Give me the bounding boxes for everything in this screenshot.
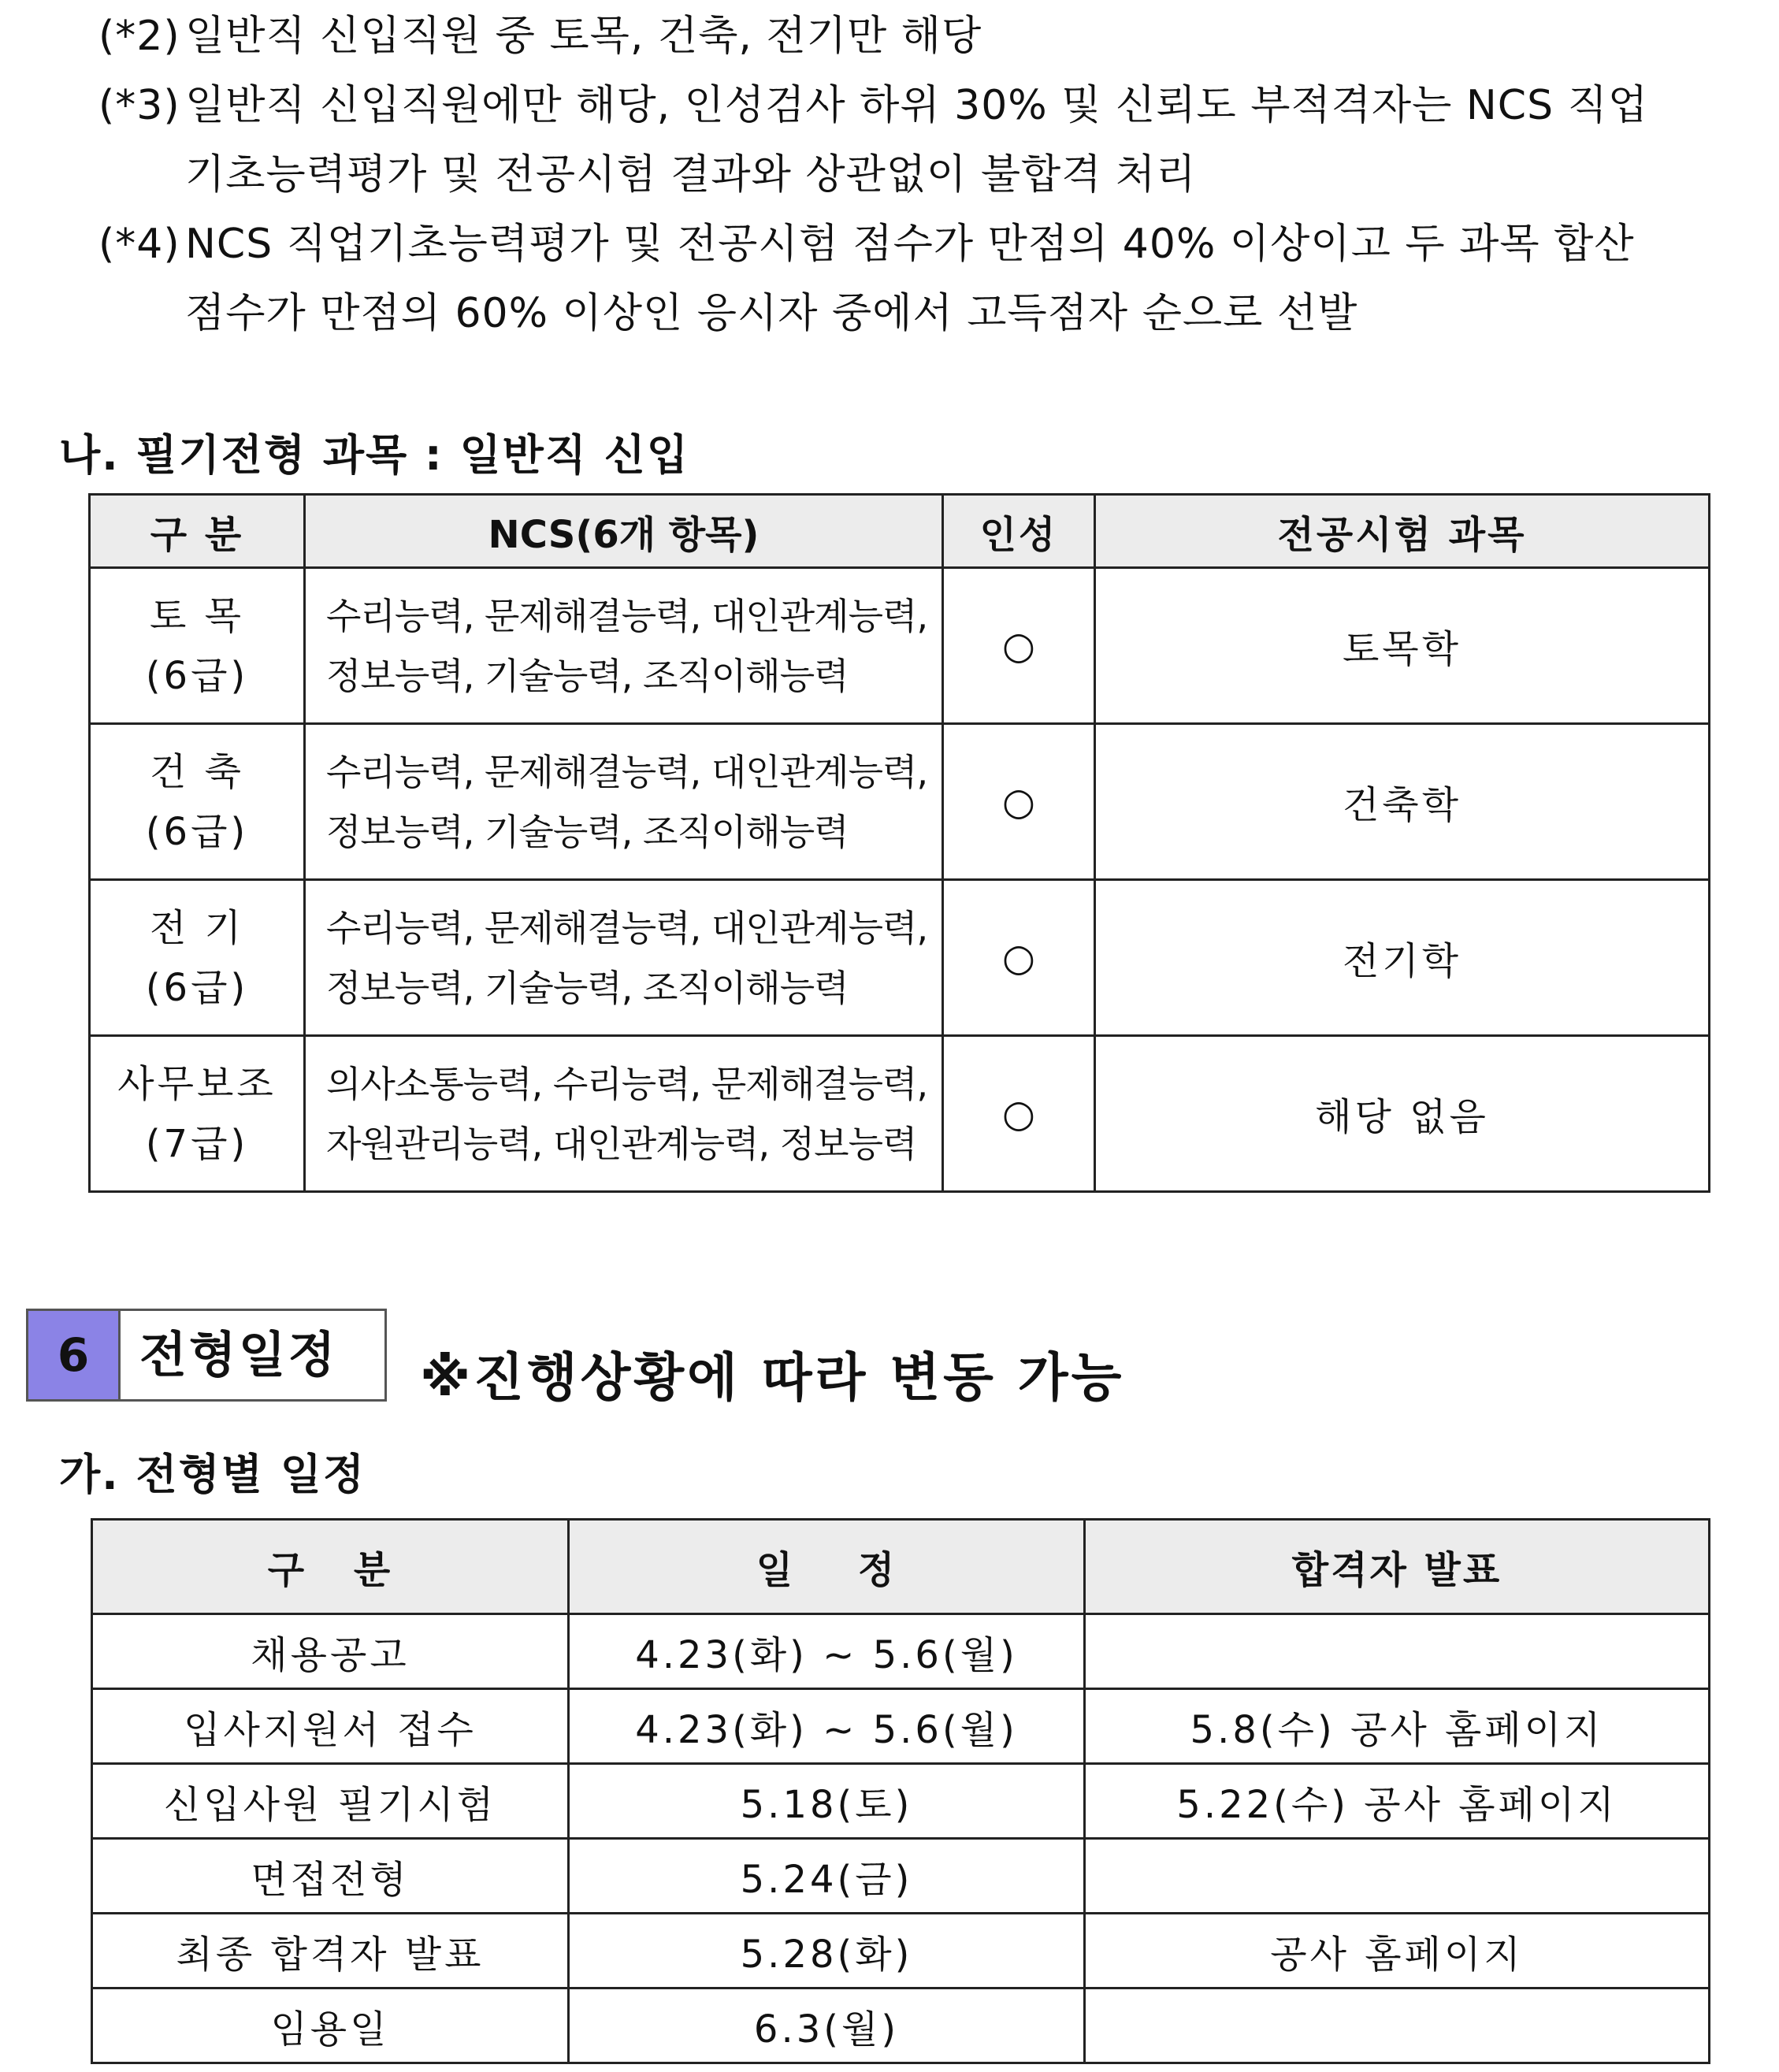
ncs-line: 정보능력, 기술능력, 조직이해능력 [326, 810, 849, 853]
table-row [90, 568, 1710, 724]
note-text-cont: 기초능력평가 및 전공시험 결과와 상관없이 불합격 처리 [185, 151, 1197, 199]
table-row [92, 1988, 1710, 2063]
section-number: 6 [26, 1309, 121, 1402]
ncs-cell [305, 724, 943, 880]
header-insung: 인성 [943, 495, 1095, 568]
header-ncs: NCS(6개 항목) [305, 495, 943, 568]
schedule-name: 최종 합격자 발표 [92, 1914, 569, 1988]
table-row [92, 1764, 1710, 1839]
table-row [90, 724, 1710, 880]
table-row [90, 880, 1710, 1036]
subjects-table [88, 493, 1710, 1193]
note-mark: (*3) [98, 82, 180, 129]
schedule-date: 5.24(금) [569, 1839, 1085, 1914]
category-grade: (6급) [145, 809, 249, 854]
ncs-line: 수리능력, 문제해결능력, 대인관계능력, [326, 906, 928, 949]
category-cell [90, 568, 305, 724]
note-text: NCS 직업기초능력평가 및 전공시험 점수가 만점의 40% 이상이고 두 과목 합산 [185, 221, 1635, 268]
schedule-date: 4.23(화) ~ 5.6(월) [569, 1614, 1085, 1689]
category-grade: (7급) [145, 1121, 249, 1166]
ncs-line: 수리능력, 문제해결능력, 대인관계능력, [326, 750, 928, 793]
schedule-name: 채용공고 [92, 1614, 569, 1689]
schedule-date: 6.3(월) [569, 1988, 1085, 2063]
table-row [92, 1689, 1710, 1764]
category-grade: (6급) [145, 965, 249, 1010]
ncs-cell [305, 568, 943, 724]
note-text: 일반직 신입직원 중 토목, 건축, 전기만 해당 [185, 13, 982, 60]
table-row [92, 1914, 1710, 1988]
note-text: 일반직 신입직원에만 해당, 인성검사 하위 30% 및 신뢰도 부적격자는 NCS 직업 [185, 82, 1649, 129]
schedule-announce: 공사 홈페이지 [1085, 1914, 1710, 1988]
insung-cell: ○ [943, 880, 1095, 1036]
section-note: ※진행상황에 따라 변동 가능 [420, 1347, 1125, 1408]
category-cell [90, 880, 305, 1036]
header-name: 구 분 [92, 1520, 569, 1614]
schedule-name: 임용일 [92, 1988, 569, 2063]
schedule-name: 면접전형 [92, 1839, 569, 1914]
subjects-header-row [90, 495, 1710, 568]
schedule-announce [1085, 1988, 1710, 2063]
schedule-date: 5.28(화) [569, 1914, 1085, 1988]
schedule-announce [1085, 1614, 1710, 1689]
schedule-announce [1085, 1839, 1710, 1914]
table-row [92, 1614, 1710, 1689]
subject-cell: 건축학 [1095, 724, 1710, 880]
note-mark: (*4) [98, 221, 180, 268]
schedule-announce: 5.8(수) 공사 홈페이지 [1085, 1689, 1710, 1764]
note-text-cont: 점수가 만점의 60% 이상인 응시자 중에서 고득점자 순으로 선발 [185, 290, 1358, 337]
schedule-name: 입사지원서 접수 [92, 1689, 569, 1764]
header-announce: 합격자 발표 [1085, 1520, 1710, 1614]
category-grade: (6급) [145, 653, 249, 698]
category-name: 건 축 [150, 749, 244, 794]
insung-cell: ○ [943, 1036, 1095, 1192]
category-cell [90, 1036, 305, 1192]
header-category: 구 분 [90, 495, 305, 568]
schedule-announce: 5.22(수) 공사 홈페이지 [1085, 1764, 1710, 1839]
note-mark: (*2) [98, 13, 180, 60]
schedule-heading: 가. 전형별 일정 [59, 1450, 366, 1499]
insung-cell: ○ [943, 568, 1095, 724]
ncs-cell [305, 880, 943, 1036]
subject-cell: 해당 없음 [1095, 1036, 1710, 1192]
ncs-line: 수리능력, 문제해결능력, 대인관계능력, [326, 594, 928, 637]
schedule-header-row [92, 1520, 1710, 1614]
note-4 [98, 210, 1706, 348]
category-cell [90, 724, 305, 880]
subject-cell: 전기학 [1095, 880, 1710, 1036]
insung-cell: ○ [943, 724, 1095, 880]
ncs-line: 정보능력, 기술능력, 조직이해능력 [326, 654, 849, 697]
category-name: 전 기 [150, 905, 244, 950]
category-name: 사무보조 [117, 1061, 277, 1106]
ncs-cell [305, 1036, 943, 1192]
schedule-name: 신입사원 필기시험 [92, 1764, 569, 1839]
table-row [90, 1036, 1710, 1192]
note-2 [98, 2, 1706, 71]
header-date: 일 정 [569, 1520, 1085, 1614]
schedule-date: 5.18(토) [569, 1764, 1085, 1839]
subjects-heading: 나. 필기전형 과목 : 일반직 신입 [59, 430, 690, 480]
note-3 [98, 71, 1706, 210]
ncs-line: 정보능력, 기술능력, 조직이해능력 [326, 966, 849, 1009]
ncs-line: 의사소통능력, 수리능력, 문제해결능력, [326, 1062, 928, 1105]
schedule-table [91, 1518, 1710, 2064]
table-row [92, 1839, 1710, 1914]
header-subject: 전공시험 과목 [1095, 495, 1710, 568]
schedule-date: 4.23(화) ~ 5.6(월) [569, 1689, 1085, 1764]
section-title: 전형일정 [121, 1309, 387, 1402]
category-name: 토 목 [150, 593, 244, 638]
ncs-line: 자원관리능력, 대인관계능력, 정보능력 [326, 1122, 917, 1165]
subject-cell: 토목학 [1095, 568, 1710, 724]
